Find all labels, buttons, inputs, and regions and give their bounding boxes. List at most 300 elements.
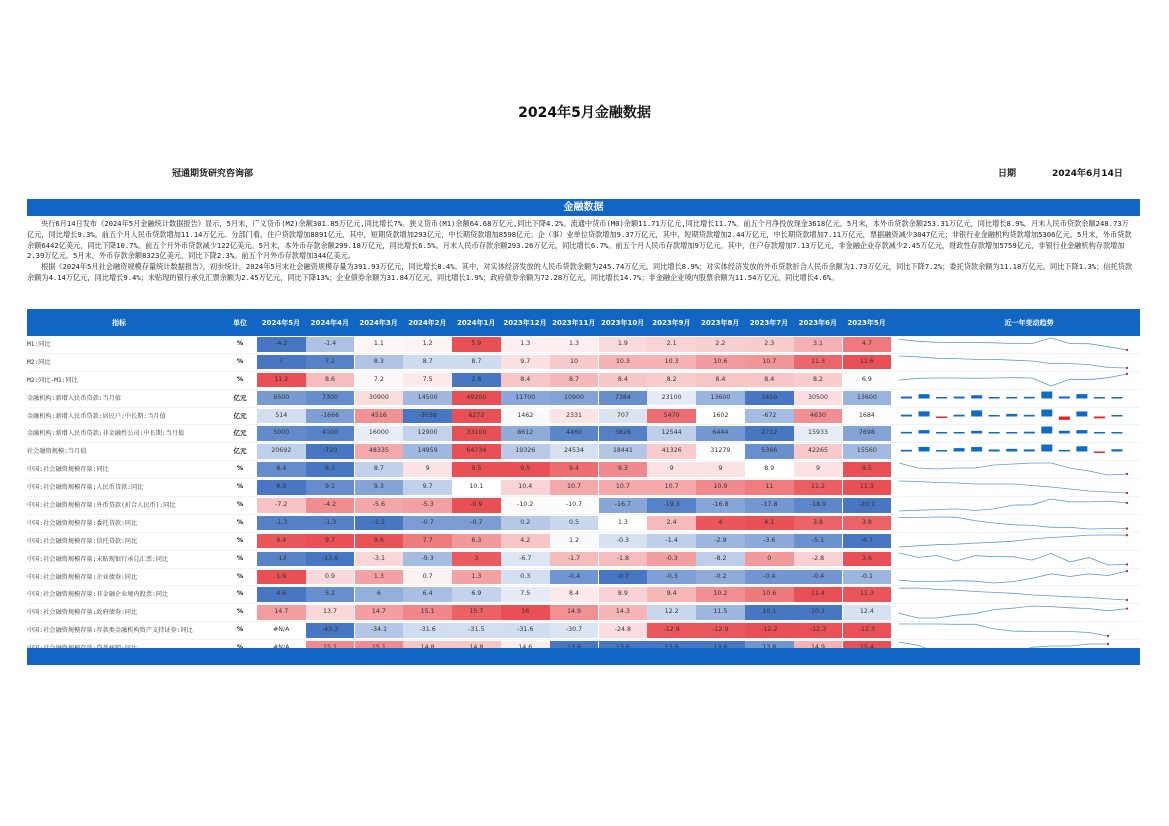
data-cell: 10.1	[745, 605, 794, 620]
row-indicator-name: M2:同比	[27, 358, 51, 366]
data-cell: 10900	[550, 391, 599, 406]
trend-bar	[1111, 415, 1122, 417]
data-cell: 9.1	[306, 480, 355, 495]
trend-bar	[1041, 427, 1052, 434]
data-cell: 11.5	[696, 605, 745, 620]
data-cell: 13600	[843, 391, 892, 406]
data-cell: -2.9	[696, 534, 745, 549]
trend-bar	[1041, 391, 1052, 398]
data-cell: 16000	[355, 426, 404, 441]
data-cell: 2331	[550, 409, 599, 424]
data-cell: -6.7	[843, 534, 892, 549]
data-cell: 1.3	[355, 570, 404, 585]
data-cell: 9.6	[355, 534, 404, 549]
trend-line	[899, 499, 1127, 511]
data-cell: 6272	[452, 409, 501, 424]
trend-last-point	[1126, 608, 1128, 610]
row-indicator-name: 金融机构:新增人民币贷款:当月值	[27, 394, 122, 402]
header-month: 2023年9月	[652, 319, 691, 327]
data-cell: -13	[257, 552, 306, 567]
data-cell: 15.7	[452, 605, 501, 620]
data-cell: 1.2	[550, 534, 599, 549]
data-cell: 14.3	[599, 605, 648, 620]
trend-bar	[1059, 431, 1070, 434]
data-cell: 4.6	[257, 587, 306, 602]
row-unit: %	[236, 356, 244, 365]
row-indicator-name: 中国:社会融资规模存量:同比	[27, 466, 109, 474]
data-cell: 9.3	[599, 462, 648, 477]
data-cell: 11700	[501, 391, 550, 406]
data-cell: 10.7	[647, 480, 696, 495]
data-cell: 1.3	[550, 337, 599, 352]
row-indicator-name: 中国:社会融资规模存量:外币贷款(折合人民币):同比	[27, 502, 176, 510]
data-cell: 7.7	[403, 534, 452, 549]
trend-bar	[989, 397, 1000, 399]
data-cell: 1.9	[599, 337, 648, 352]
header-month: 2024年2月	[408, 319, 447, 327]
data-cell: 8.4	[696, 373, 745, 388]
data-cell: 1.2	[403, 337, 452, 352]
data-cell: 2.1	[647, 337, 696, 352]
row-indicator-name: 中国:社会融资规模存量:未贴现银行承兑汇票:同比	[27, 555, 169, 563]
data-cell: 13600	[696, 391, 745, 406]
trend-bar	[971, 447, 982, 451]
summary-text	[27, 219, 1133, 284]
row-indicator-name: 中国:社会融资规模存量:企业债券:同比	[27, 573, 138, 581]
data-cell: 8.9	[745, 462, 794, 477]
trend-bar	[1006, 413, 1017, 416]
table-row	[27, 551, 1140, 569]
trend-bar	[1041, 409, 1052, 416]
row-unit: %	[236, 535, 244, 544]
data-cell: 8.7	[550, 373, 599, 388]
trend-last-point	[1126, 563, 1128, 565]
trend-line	[899, 463, 1127, 475]
data-cell: 10.4	[501, 480, 550, 495]
data-cell: -31.6	[501, 623, 550, 638]
data-cell: #N/A	[273, 626, 290, 634]
data-cell: 8.9	[599, 587, 648, 602]
data-cell: 11.2	[794, 480, 843, 495]
data-cell: -2.8	[794, 552, 843, 567]
trend-line	[899, 517, 1127, 529]
row-unit: %	[236, 482, 244, 491]
data-cell: 8.2	[647, 373, 696, 388]
data-cell: 4	[696, 516, 745, 531]
data-cell: 9.4	[550, 462, 599, 477]
data-cell: -10.2	[501, 498, 550, 513]
data-cell: 10.7	[599, 480, 648, 495]
data-cell: 7698	[843, 426, 892, 441]
data-cell: 10.1	[452, 480, 501, 495]
trend-bar	[1111, 450, 1122, 452]
data-cell: -0.2	[696, 570, 745, 585]
trend-bar	[1059, 450, 1070, 452]
data-cell: 9.4	[257, 534, 306, 549]
footer-bar	[27, 648, 1140, 665]
data-cell: 11.3	[794, 355, 843, 370]
data-cell: 6.4	[403, 587, 452, 602]
data-cell: 3.6	[843, 552, 892, 567]
trend-line	[899, 624, 1108, 636]
data-cell: 2712	[745, 426, 794, 441]
data-cell: 23100	[647, 391, 696, 406]
data-cell: 6444	[696, 426, 745, 441]
data-cell: 0.7	[403, 570, 452, 585]
row-indicator-name: 金融机构:新增人民币贷款:非金融性公司:中长期:当月值	[27, 430, 185, 438]
data-cell: -0.3	[599, 534, 648, 549]
data-cell: -1.8	[599, 552, 648, 567]
row-indicator-name: 中国:社会融资规模存量:存款类金融机构资产支持证券:同比	[27, 627, 193, 635]
trend-bar	[1006, 449, 1017, 452]
data-cell: 8.4	[745, 373, 794, 388]
data-cell: 9.5	[452, 462, 501, 477]
row-unit: %	[236, 500, 244, 509]
trend-bar	[901, 396, 912, 398]
data-cell: 10.7	[550, 480, 599, 495]
row-indicator-name: 中国:社会融资规模存量:委托贷款:同比	[27, 519, 138, 527]
trend-last-point	[1126, 373, 1128, 375]
data-cell: 4516	[355, 409, 404, 424]
data-cell: -0.1	[843, 570, 892, 585]
header-unit: 单位	[233, 319, 247, 327]
data-cell: -0.3	[647, 552, 696, 567]
data-cell: 0.5	[550, 516, 599, 531]
data-cell: 7	[257, 355, 306, 370]
data-cell: -19.3	[647, 498, 696, 513]
trend-bar	[1111, 432, 1122, 434]
table-row	[27, 569, 1140, 587]
trend-bar	[936, 416, 947, 418]
trend-bar	[971, 431, 982, 434]
trend-bar	[919, 447, 930, 452]
row-indicator-name: 中国:社会融资规模存量:政府债券:同比	[27, 609, 138, 617]
trend-last-point	[1126, 349, 1128, 351]
data-cell: -5.1	[794, 534, 843, 549]
table-row	[27, 443, 1140, 461]
data-cell: 4100	[306, 426, 355, 441]
data-cell: 16	[501, 605, 550, 620]
data-cell: -720	[306, 444, 355, 459]
trend-sparkline	[897, 408, 1129, 425]
data-cell: 5.9	[452, 337, 501, 352]
data-cell: 10.2	[696, 587, 745, 602]
trend-bar	[1076, 394, 1087, 398]
data-cell: 14.7	[257, 605, 306, 620]
header-month: 2023年11月	[552, 319, 596, 327]
row-unit: %	[236, 589, 244, 598]
header-month: 2023年10月	[600, 319, 645, 327]
data-cell: 5.2	[306, 587, 355, 602]
data-cell: 10.3	[599, 355, 648, 370]
trend-bar	[954, 414, 965, 416]
data-cell: 8.3	[355, 355, 404, 370]
data-cell: -16.8	[696, 498, 745, 513]
data-cell: -1.4	[647, 534, 696, 549]
data-cell: -31.6	[403, 623, 452, 638]
data-cell: 10.1	[794, 605, 843, 620]
data-cell: 9.7	[501, 355, 550, 370]
data-cell: -7.2	[257, 498, 306, 513]
data-cell: -5.3	[403, 498, 452, 513]
row-indicator-name: 中国:社会融资规模存量:非金融企业境内股票:同比	[27, 591, 169, 599]
trend-bar	[1024, 432, 1035, 434]
data-cell: -3.1	[355, 552, 404, 567]
data-cell: 11	[745, 480, 794, 495]
trend-sparkline	[897, 372, 1129, 389]
data-cell: 0.9	[306, 570, 355, 585]
trend-line	[899, 606, 1127, 618]
data-cell: -12.9	[647, 623, 696, 638]
header-month: 2023年7月	[749, 319, 789, 327]
data-cell: 514	[257, 409, 306, 424]
data-cell: -0.3	[647, 570, 696, 585]
data-cell: 9.5	[843, 462, 892, 477]
data-cell: 0.2	[501, 516, 550, 531]
data-cell: -24.8	[599, 623, 648, 638]
trend-sparkline	[897, 533, 1129, 550]
data-cell: -3.6	[745, 534, 794, 549]
trend-bar	[1059, 416, 1070, 419]
trend-sparkline	[897, 569, 1129, 586]
trend-line	[899, 356, 1127, 368]
data-cell: -0.4	[794, 570, 843, 585]
data-cell: -43.3	[306, 623, 355, 638]
data-cell: 12900	[403, 426, 452, 441]
row-unit: %	[236, 517, 244, 526]
data-cell: 30500	[794, 391, 843, 406]
trend-last-point	[1126, 599, 1128, 601]
data-cell: 8.4	[599, 373, 648, 388]
data-cell: 11.2	[257, 373, 306, 388]
data-cell: -16.7	[599, 498, 648, 513]
data-cell: -1.5	[355, 516, 404, 531]
data-cell: 9.4	[647, 587, 696, 602]
data-cell: 15933	[794, 426, 843, 441]
data-cell: 8.6	[306, 373, 355, 388]
data-cell: 2.3	[745, 337, 794, 352]
data-cell: 3	[452, 552, 501, 567]
row-unit: %	[236, 571, 244, 580]
trend-bar	[1024, 450, 1035, 452]
data-cell: 12544	[647, 426, 696, 441]
trend-last-point	[1107, 635, 1109, 637]
data-cell: 707	[599, 409, 648, 424]
trend-bar	[919, 394, 930, 398]
trend-bar	[989, 432, 1000, 434]
trend-bar	[901, 414, 912, 416]
date-value: 2024年6月14日	[1052, 169, 1123, 179]
data-cell: 8.4	[501, 373, 550, 388]
row-indicator-name: 社会融资规模:当月值	[27, 448, 87, 456]
data-cell: 14.9	[550, 605, 599, 620]
trend-line	[899, 553, 1127, 565]
trend-bar	[1094, 432, 1105, 434]
data-cell: 7.5	[403, 373, 452, 388]
data-cell: 8.2	[794, 373, 843, 388]
data-cell: 9.7	[306, 534, 355, 549]
data-cell: 11.4	[794, 587, 843, 602]
row-indicator-name: M2:同比-M1:同比	[27, 376, 78, 384]
data-cell: 4.7	[843, 337, 892, 352]
table-row	[27, 354, 1140, 372]
data-cell: 12.2	[647, 605, 696, 620]
trend-last-point	[1126, 367, 1128, 369]
data-cell: 8612	[501, 426, 550, 441]
trend-sparkline	[897, 443, 1129, 460]
row-unit: %	[236, 607, 244, 616]
trend-bar	[1006, 397, 1017, 399]
trend-sparkline	[897, 515, 1129, 532]
data-cell: 1.1	[355, 337, 404, 352]
data-cell: 14500	[403, 391, 452, 406]
trend-bar	[1059, 396, 1070, 398]
trend-bar	[1094, 452, 1105, 454]
data-cell: 1.3	[501, 337, 550, 352]
row-indicator-name: 金融机构:新增人民币贷款:居民户:中长期:当月值	[27, 412, 166, 420]
data-cell: -12.3	[843, 623, 892, 638]
data-cell: -6.7	[501, 552, 550, 567]
trend-bar	[901, 450, 912, 452]
data-cell: -1.3	[306, 516, 355, 531]
data-cell: 6	[355, 587, 404, 602]
trend-line	[899, 374, 1127, 386]
trend-sparkline	[897, 336, 1129, 353]
data-cell: 19326	[501, 444, 550, 459]
data-cell: -34.1	[355, 623, 404, 638]
data-cell: -1666	[306, 409, 355, 424]
data-cell: -3038	[403, 409, 452, 424]
data-cell: 1.3	[452, 570, 501, 585]
trend-bar	[971, 410, 982, 416]
header-month: 2024年5月	[261, 319, 301, 327]
table-row	[27, 586, 1140, 604]
data-cell: -1.3	[257, 516, 306, 531]
data-cell: 8.4	[550, 587, 599, 602]
data-cell: 9	[403, 462, 452, 477]
trend-bar	[1111, 397, 1122, 399]
data-cell: 11.6	[843, 355, 892, 370]
data-cell: 6.3	[452, 534, 501, 549]
header-month: 2023年5月	[847, 319, 886, 327]
data-cell: -0.7	[599, 570, 648, 585]
data-cell: -31.5	[452, 623, 501, 638]
summary-paragraph-2: 根据《2024年5月社会融资规模存量统计数据报告》，初步统计，2024年5月末社会融资规模存量为391.93万亿元，同比增长8.4%。其中，对实体经济发放的人民币贷款余额为245.74万亿元，同比增长8.9%；对实体经济发放的外币贷款折合人民币余额为1.73万亿元，同比下降7.2%；委托贷款余额为11.18万亿元，同比下降1.3%；信托贷款余额为4.14万亿元，同比增长9.4%；未贴现的银行承兑汇票余额为2.45万亿元，同比下降13%；企业债券余额为31.84万亿元，同比增长1.9%；政府债券余额为72.28万亿元，同比增长14.7%；非金融企业境内股票余额为11.54万亿元，同比增长4.6%。	[27, 262, 1133, 282]
trend-bar	[1076, 431, 1087, 434]
trend-bar	[1094, 416, 1105, 418]
data-cell: 11.3	[843, 587, 892, 602]
data-cell: 14.7	[355, 605, 404, 620]
data-cell: -8.2	[696, 552, 745, 567]
data-cell: 5470	[647, 409, 696, 424]
data-cell: 9	[696, 462, 745, 477]
data-cell: 9500	[257, 391, 306, 406]
data-cell: -30.7	[550, 623, 599, 638]
data-cell: 8.7	[355, 462, 404, 477]
data-cell: 0.3	[501, 570, 550, 585]
data-cell: -12.2	[745, 623, 794, 638]
table-row	[27, 408, 1140, 426]
row-unit: 亿元	[233, 393, 247, 402]
trend-sparkline	[897, 354, 1129, 371]
trend-bar	[971, 395, 982, 398]
table-row	[27, 425, 1140, 443]
data-cell: 4630	[794, 409, 843, 424]
trend-bar	[919, 431, 930, 434]
table-row	[27, 336, 1140, 354]
data-cell: -0.7	[452, 516, 501, 531]
trend-bar	[1024, 397, 1035, 399]
data-cell: -12.3	[794, 623, 843, 638]
data-cell: 7.2	[306, 355, 355, 370]
data-cell: 6.9	[843, 373, 892, 388]
header-month: 2024年4月	[310, 319, 349, 327]
table-row	[27, 479, 1140, 497]
section-header: 金融数据	[27, 199, 1140, 216]
data-cell: 9	[794, 462, 843, 477]
data-cell: -20.1	[843, 498, 892, 513]
data-cell: 33100	[452, 426, 501, 441]
trend-line	[899, 571, 1127, 583]
header-trend: 近一年变动趋势	[1004, 319, 1054, 327]
trend-bar	[954, 432, 965, 434]
trend-bar	[1094, 397, 1105, 399]
data-cell: 7384	[599, 391, 648, 406]
data-cell: 10.7	[745, 355, 794, 370]
data-cell: 3828	[599, 426, 648, 441]
data-cell: 14959	[403, 444, 452, 459]
table-row	[27, 497, 1140, 515]
data-cell: 15560	[843, 444, 892, 459]
trend-sparkline	[897, 390, 1129, 407]
data-cell: -0.7	[403, 516, 452, 531]
data-cell: 24534	[550, 444, 599, 459]
table-row	[27, 372, 1140, 390]
trend-bar	[919, 411, 930, 416]
header-indicator: 指标	[112, 319, 126, 327]
trend-last-point	[1126, 502, 1128, 504]
trend-bar	[1024, 414, 1035, 416]
data-cell: 18441	[599, 444, 648, 459]
table-row	[27, 622, 1140, 640]
data-cell: 10.6	[696, 355, 745, 370]
data-cell: 10.6	[745, 587, 794, 602]
trend-last-point	[1126, 569, 1128, 571]
data-cell: 2.4	[647, 516, 696, 531]
data-cell: -5.6	[355, 498, 404, 513]
data-cell: -1.4	[306, 337, 355, 352]
row-unit: %	[236, 553, 244, 562]
row-unit: %	[236, 625, 244, 634]
data-cell: 3459	[745, 391, 794, 406]
trend-sparkline	[897, 497, 1129, 514]
table-row	[27, 515, 1140, 533]
header-month: 2023年8月	[701, 319, 740, 327]
trend-line	[899, 588, 1127, 600]
summary-paragraph-1: 央行6月14日发布《2024年5月金融统计数据报告》显示，5月末，广义货币(M2)余额301.85万亿元,同比增长7%。狭义货币(M1)余额64.68万亿元,同比下降4.2%。流通中货币(M0)余额11.71万亿元,同比增长11.7%。前五个月净投放现金3618亿元。5月末，本外币贷款余额253.31万亿元，同比增长8.9%。月末人民币贷款余额248.73万亿元，同比增长9.3%。前五个月人民币贷款增加11.14万亿元。分部门看，住户贷款增加8891亿元，其中，短期贷款增加293亿元，中长期贷款增加8598亿元；企（事）业单位贷款增加9.37万亿元，其中，短期贷款增加2.44万亿元，中长期贷款增加7.11万亿元，票据融资减少3047亿元；非银行业金融机构贷款增加5306亿元。5月末，外币贷款余额6442亿美元，同比下降10.7%。前五个月外币贷款减少122亿美元。5月末，本外币存款余额299.18万亿元，同比增长6.5%。月末人民币存款余额293.26万亿元，同比增长6.7%。前五个月人民币存款增加9万亿元。其中，住户存款增加7.13万亿元，非金融企业存款减少2.45万亿元，财政性存款增加5759亿元，非银行业金融机构存款增加2.39万亿元。5月末，外币存款余额8323亿美元，同比下降2.3%。前五个月外币存款增加344亿美元。	[27, 219, 1132, 261]
table-row	[27, 461, 1140, 479]
trend-last-point	[1126, 473, 1128, 475]
trend-line	[899, 338, 1127, 350]
data-cell: 9.7	[403, 480, 452, 495]
data-cell: 4460	[550, 426, 599, 441]
header-month: 2023年6月	[798, 319, 837, 327]
data-cell: -0.4	[745, 570, 794, 585]
trend-bar	[936, 450, 947, 452]
data-cell: 41326	[647, 444, 696, 459]
data-cell: 10.3	[647, 355, 696, 370]
data-cell: -18.9	[794, 498, 843, 513]
